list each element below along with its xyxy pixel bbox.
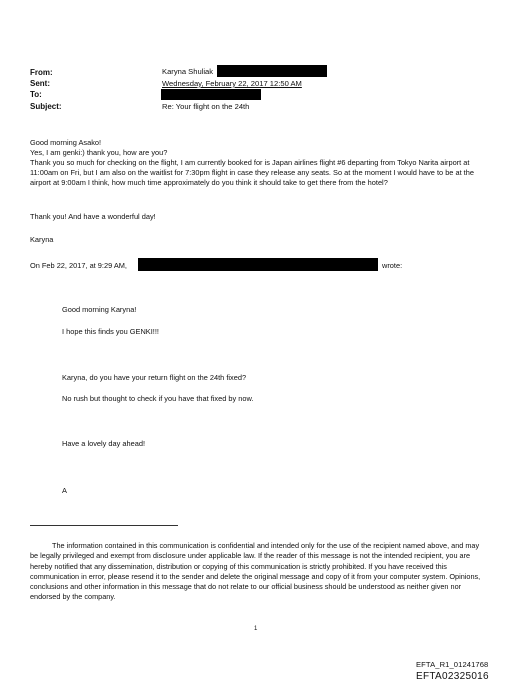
quoted-line1: I hope this finds you GENKI!!! (62, 327, 159, 336)
quote-wrote: wrote: (382, 261, 403, 270)
quoted-greeting: Good morning Karyna! (62, 305, 137, 314)
footer-id-secondary: EFTA02325016 (416, 671, 489, 682)
quoted-line2: No rush but thought to check if you have that fixed by now. (62, 394, 254, 403)
page-number: 1 (254, 626, 258, 632)
sent-label: Sent: (30, 79, 50, 88)
from-value: Karyna Shuliak (162, 67, 214, 76)
redaction-to (161, 89, 261, 100)
footer-id-primary: EFTA_R1_01241768 (416, 660, 489, 669)
quoted-initial: A (62, 486, 67, 495)
redaction-quote-sender (138, 258, 378, 271)
from-label: From: (30, 68, 53, 77)
signature-divider (30, 525, 178, 526)
confidentiality-disclaimer: The information contained in this communication is confidential and intended only for the use of the recipient named above, and may be legally privileged and exempt from disclosure under applicable law. If the reader of this message is not the intended recipient, you are hereby notified that any dissemination, distribution or copying of this communication is strictly prohibited. If you have received this communication in error, please resend it to the sender and delete the original message and copy of it from your computer system. Opinions, conclusions and other information in this message that do not relate to our official business should be understood as neither given nor endorsed by the company. (30, 541, 481, 602)
subject-value: Re: Your flight on the 24th (162, 102, 250, 111)
reply-thanks: Thank you! And have a wonderful day! (30, 212, 156, 221)
reply-signature: Karyna (30, 235, 54, 244)
subject-label: Subject: (30, 102, 62, 111)
reply-greeting: Good morning Asako! (30, 138, 102, 147)
quoted-closing: Have a lovely day ahead! (62, 439, 145, 448)
sent-value: Wednesday, February 22, 2017 12:50 AM (162, 79, 302, 88)
quote-intro: On Feb 22, 2017, at 9:29 AM, (30, 261, 127, 270)
redaction-from-email (217, 65, 327, 77)
quoted-question: Karyna, do you have your return flight on the 24th fixed? (62, 373, 247, 382)
to-label: To: (30, 90, 42, 99)
reply-body: Thank you so much for checking on the flight, I am currently booked for is Japan airlines flight #6 departing from Tokyo Narita airport at 11:00am on Fri, but I am also on the waitlist for 7:30pm flight in case they release any seats. So at the moment I would have to be at the airport at 9:00am I think, how much time approximately do you think it should take to get there from the hotel? (30, 158, 474, 188)
reply-line1: Yes, I am genki:) thank you, how are you? (30, 148, 168, 157)
